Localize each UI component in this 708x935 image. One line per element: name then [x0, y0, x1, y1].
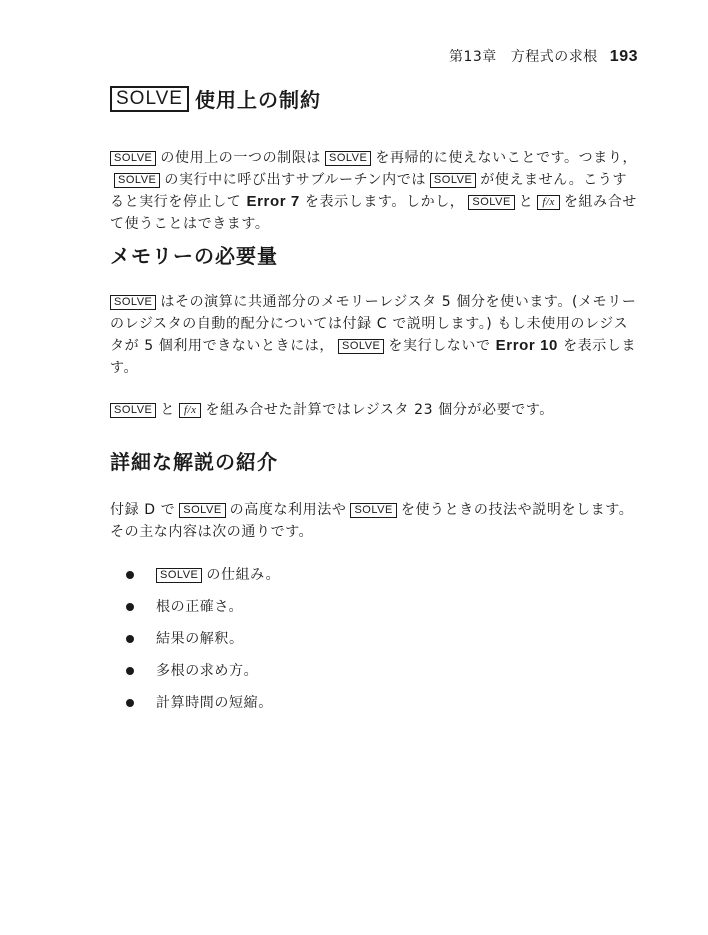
running-header: [449, 46, 638, 66]
section-usage-limits: [110, 84, 640, 235]
bullet-icon: [126, 571, 134, 579]
list-item: 計算時間の短縮。: [110, 687, 640, 719]
chapter-title: 方程式の求根: [510, 49, 598, 65]
bullet-icon: [126, 635, 134, 643]
solve-key: SOLVE: [110, 86, 189, 112]
error-code: Error 7: [246, 193, 300, 210]
solve-key: SOLVE: [179, 503, 225, 518]
bullet-icon: [126, 667, 134, 675]
paragraph-details: 付録 D で SOLVE の高度な利用法や SOLVE を使うときの技法や説明をします。その主な内容は次の通りです。: [110, 502, 634, 540]
feature-list: [110, 559, 640, 719]
solve-key: SOLVE: [338, 339, 384, 354]
fx-key: f/x: [179, 403, 202, 418]
solve-key: SOLVE: [430, 173, 476, 188]
fx-key: f/x: [537, 195, 560, 210]
chapter-number: 第13章: [448, 49, 497, 65]
section-title-memory: メモリーの必要量: [110, 244, 278, 268]
section-details: [110, 446, 640, 719]
solve-key: SOLVE: [110, 295, 156, 310]
paragraph-memory-combined: SOLVE と f/x を組み合せた計算ではレジスタ 23 個分が必要です。: [110, 399, 640, 421]
list-item: 多根の求め方。: [110, 655, 640, 687]
list-item: 根の正確さ。: [110, 591, 640, 623]
bullet-icon: [126, 699, 134, 707]
solve-key: SOLVE: [156, 568, 202, 583]
solve-key: SOLVE: [325, 151, 371, 166]
page-number: 193: [609, 48, 638, 65]
section-title-usage-limits: [110, 84, 640, 113]
section-memory: [110, 240, 640, 421]
solve-key: SOLVE: [114, 173, 160, 188]
solve-key: SOLVE: [350, 503, 396, 518]
list-item: 結果の解釈。: [110, 623, 640, 655]
error-code: Error 10: [495, 337, 558, 354]
solve-key: SOLVE: [110, 151, 156, 166]
paragraph-usage-limits: SOLVE の使用上の一つの制限は SOLVE を再帰的に使えないことです。つまり，SOLVE の実行中に呼び出すサブルーチン内では SOLVE が使えません。こうすると実行を停止して Error 7 を表示します。しかし， SOLVE と f/x を組み合せて使うことはできます。: [110, 150, 638, 232]
section-title-text: 使用上の制約: [194, 88, 321, 112]
bullet-icon: [126, 603, 134, 611]
list-item: SOLVE の仕組み。: [110, 559, 640, 591]
solve-key: SOLVE: [468, 195, 514, 210]
section-title-details: 詳細な解説の紹介: [110, 450, 278, 474]
solve-key: SOLVE: [110, 403, 156, 418]
paragraph-memory: SOLVE はその演算に共通部分のメモリーレジスタ 5 個分を使います。(メモリーのレジスタの自動的配分については付録 C で説明します。) もし未使用のレジスタが 5 個利用できないときには， SOLVE を実行しないで Error 10 を表示します。: [110, 294, 637, 376]
